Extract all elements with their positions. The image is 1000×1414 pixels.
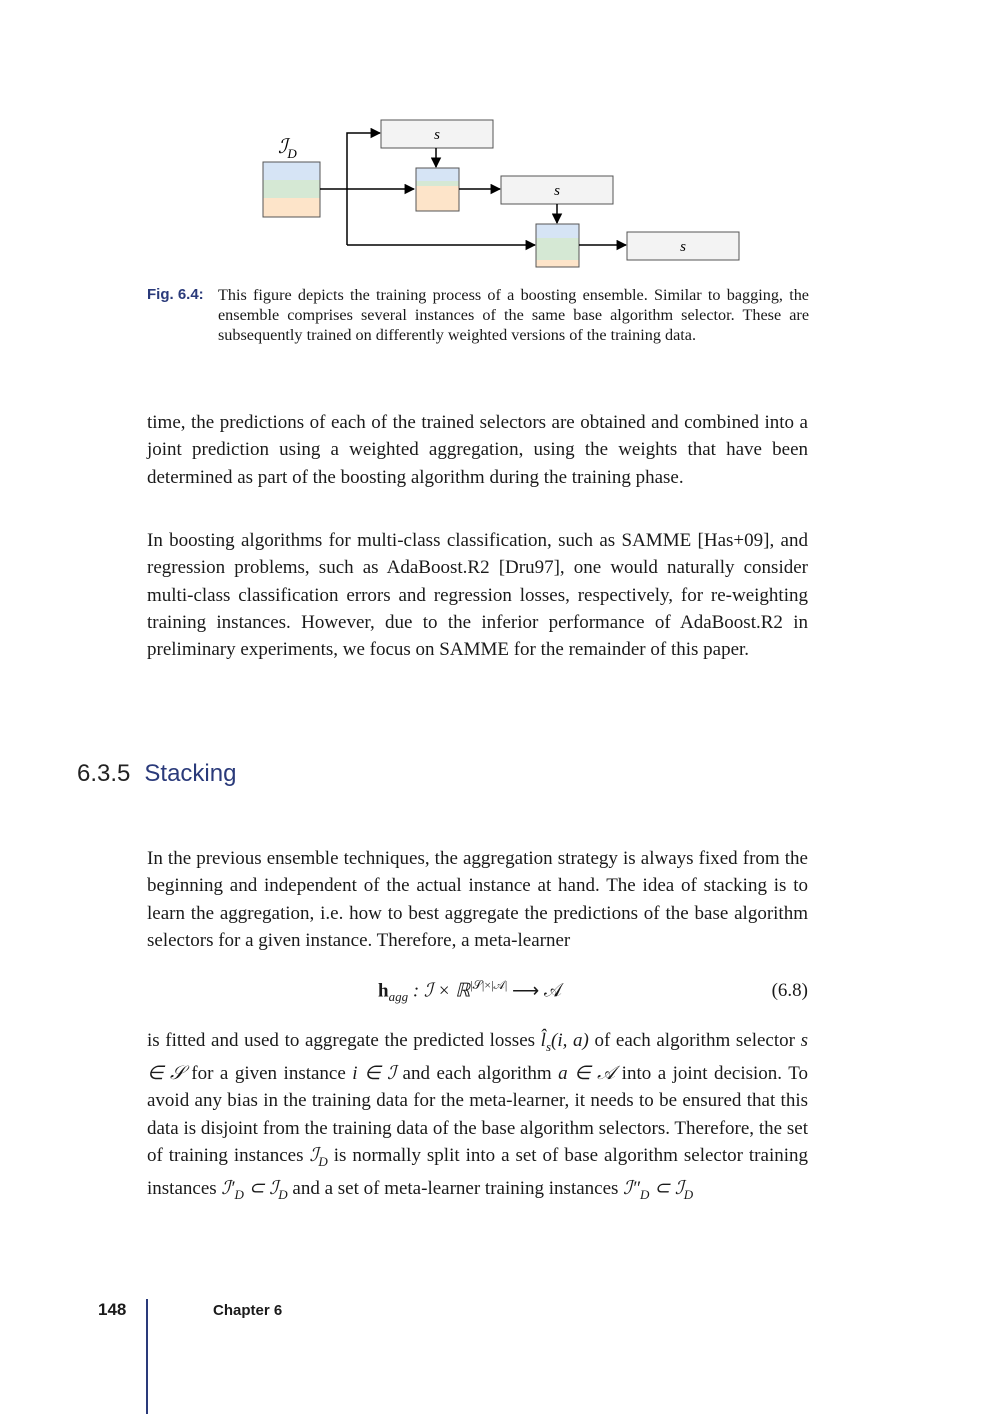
paragraph-4: is fitted and used to aggregate the predicted losses $l̂_s(i$, a) of each algorithm selector s ∈ 𝒮 for a given instance i ∈ ℐ and each algorithm a ∈ 𝒜 into a joint decision. To avoid any bias in the training data for the meta-learner, it needs to be ensured that this data is disjoint from the training data of the base algorithm selectors. Therefore, the set of training instances ℐ$_D$ is normally split into a set of base algorithm selector training instances $ℐ'_D$ ⊂ ℐ$_D$ and a set of meta-learner training instances $ℐ''_D$ ⊂ ℐ$_D$ (147, 1030, 808, 1202)
section-title: Stacking (144, 760, 237, 787)
paragraph-1: time, the predictions of each of the trained selectors are obtained and combined into a joint prediction using a weighted aggregation, using the weights that have been determined as part of the boosting algorithm during the training phase. (147, 412, 808, 488)
boosting-diagram (255, 112, 750, 272)
figure-label: Fig. 6.4: (147, 286, 204, 303)
equation-body: $h_{agg}$ : ℐ × ℝ$^{|𝒮|\times|𝒜|}$ ⟶ 𝒜 (378, 978, 562, 1005)
weighted-stack-2 (536, 224, 579, 267)
figure-caption (147, 285, 809, 345)
svg-text:s: s (434, 127, 440, 143)
weighted-stack-1 (416, 168, 459, 211)
dataset-stack (263, 162, 320, 217)
dataset-label: ℐ$_D$ (278, 136, 297, 161)
section-number: 6.3.5 (77, 760, 131, 787)
svg-text:s: s (554, 183, 560, 199)
equation-number: (6.8) (771, 980, 808, 1001)
svg-text:s: s (680, 239, 686, 255)
equation-6-8 (147, 975, 808, 1007)
paragraph-2: In boosting algorithms for multi-class classification, such as SAMME [Has+09], and regression problems, such as AdaBoost.R2 [Dru97], one would naturally consider multi-class classification errors and regression losses, respectively, for re-weighting training instances. However, due to the inferior performance of AdaBoost.R2 in preliminary experiments, we focus on SAMME for the remainder of this paper. (147, 530, 808, 661)
page-number: 148 (98, 1300, 127, 1319)
paragraph-3: In the previous ensemble techniques, the aggregation strategy is always fixed from the beginning and independent of the actual instance at hand. The idea of stacking is to learn the aggregation, i.e. how to best aggregate the predictions of the base algorithm selectors for a given instance. Therefore, a meta-learner (147, 848, 808, 951)
footer-rule (146, 1299, 148, 1414)
caption-text: This figure depicts the training process of a boosting ensemble. Similar to bagging, the ensemble comprises several instances of the same base algorithm selector. These are subsequently trained on differently weighted versions of the training data. (218, 286, 809, 344)
section-heading (77, 760, 236, 788)
chapter-label: Chapter 6 (213, 1302, 283, 1319)
